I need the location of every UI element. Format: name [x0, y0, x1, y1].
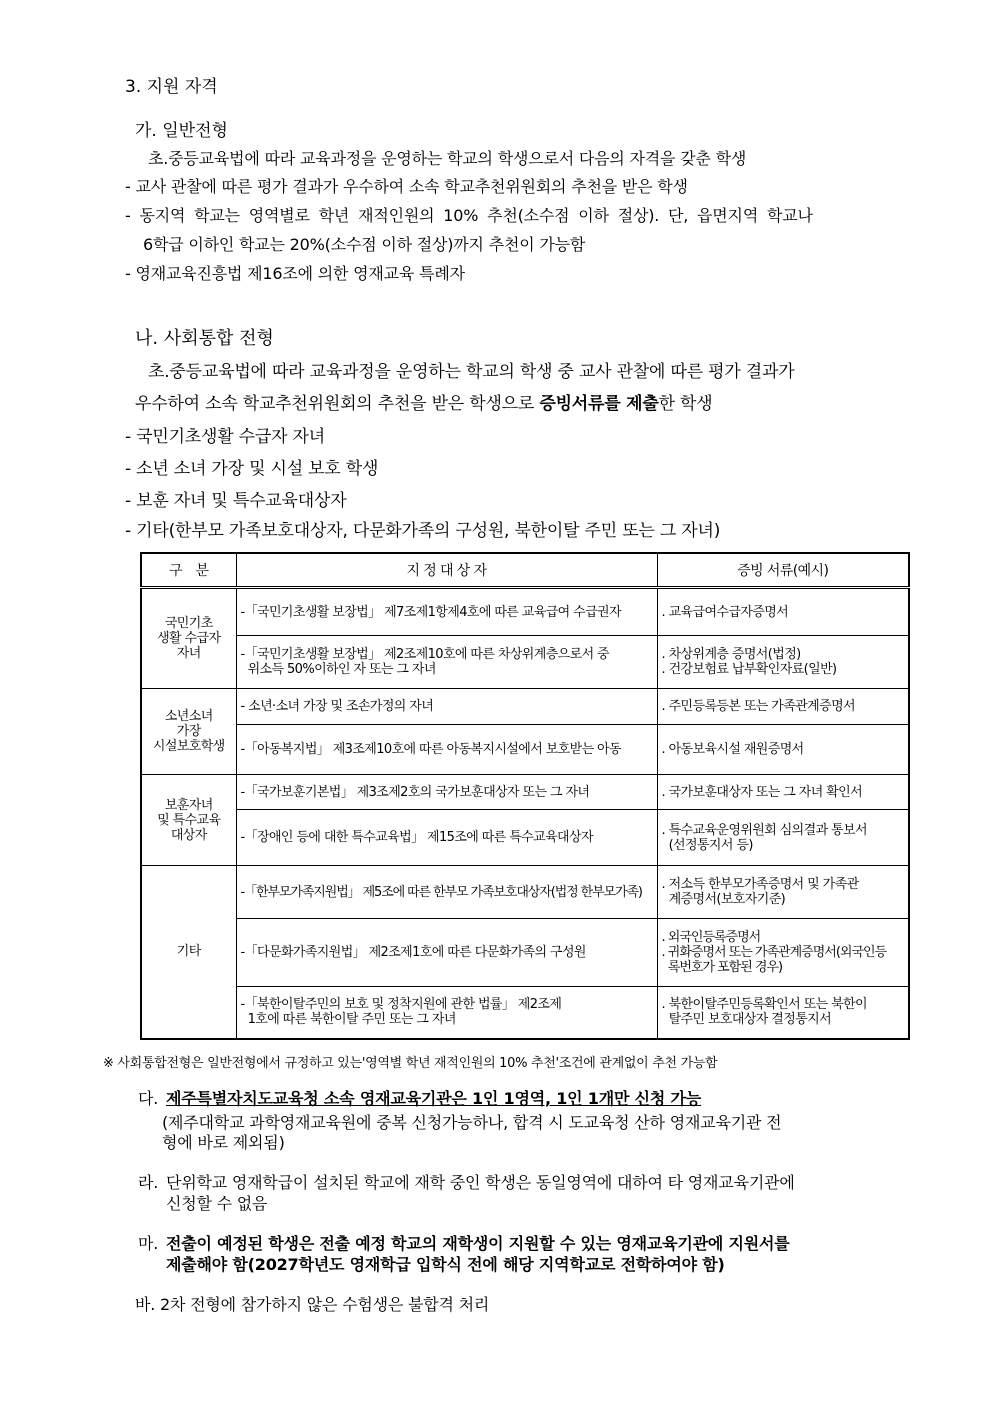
target-cell: -「아동복지법」 제3조제10호에 따른 아동복지시설에서 보호받는 아동 — [236, 725, 657, 775]
item-ra-label: 라. — [138, 1173, 159, 1192]
item-da-sub-1: (제주대학교 과학영재교육원에 중복 신청가능하나, 합격 시 도교육청 산하 영재교육기관 전 — [162, 1113, 782, 1132]
document-cell: . 국가보훈대상자 또는 그 자녀 확인서 — [657, 775, 909, 810]
social-intro-line-2 — [135, 389, 713, 414]
header-category: 구 분 — [141, 553, 236, 588]
document-cell: . 북한이탈주민등록확인서 또는 북한이 탈주민 보호대상자 결정통지서 — [657, 987, 909, 1039]
table-row — [141, 636, 909, 689]
social-intro-emphasis: 증빙서류를 제출 — [539, 394, 659, 414]
social-intro-end: 한 학생 — [658, 394, 713, 414]
social-item-1: - 국민기초생활 수급자 자녀 — [125, 427, 325, 447]
table-row — [141, 866, 909, 919]
category-cell: 기타 — [141, 866, 236, 1039]
item-ma-line-1: 전출이 예정된 학생은 전출 예정 학교의 재학생이 지원할 수 있는 영재교육기관에 지원서를 — [166, 1234, 790, 1253]
social-integration-heading: 나. 사회통합 전형 — [135, 328, 274, 349]
target-cell: -「북한이탈주민의 보호 및 정착지원에 관한 법률」 제2조제 1호에 따른 북한이탈 주민 또는 그 자녀 — [236, 987, 657, 1039]
target-cell: -「다문화가족지원법」 제2조제1호에 따른 다문화가족의 구성원 — [236, 919, 657, 987]
target-cell: -「장애인 등에 대한 특수교육법」 제15조에 따른 특수교육대상자 — [236, 810, 657, 866]
eligibility-table — [140, 552, 910, 1040]
document-cell: . 특수교육운영위원회 심의결과 통보서 (선정통지서 등) — [657, 810, 909, 866]
item-da-main: 제주특별자치도교육청 소속 영재교육기관은 1인 1영역, 1인 1개만 신청 가능 — [166, 1089, 701, 1108]
document-cell: . 저소득 한부모가족증명서 및 가족관 계증명서(보호자기준) — [657, 866, 909, 919]
table-row — [141, 810, 909, 866]
document-cell: . 아동보육시설 재원증명서 — [657, 725, 909, 775]
table-row — [141, 987, 909, 1039]
target-cell: -「국가보훈기본법」 제3조제2호의 국가보훈대상자 또는 그 자녀 — [236, 775, 657, 810]
general-item-2: - 동지역 학교는 영역별로 학년 재적인원의 10% 추천(소수점 이하 절상). 단, 읍면지역 학교나 — [125, 206, 813, 225]
table-header-row — [141, 553, 909, 588]
social-item-2: - 소년 소녀 가장 및 시설 보호 학생 — [125, 459, 379, 479]
target-cell: -「국민기초생활 보장법」 제2조제10호에 따른 차상위계층으로서 중 위소득 50%이하인 자 또는 그 자녀 — [236, 636, 657, 689]
general-admission-intro: 초.중등교육법에 따라 교육과정을 운영하는 학교의 학생으로서 다음의 자격을 갖춘 학생 — [148, 149, 747, 168]
item-ra-line-2: 신청할 수 없음 — [166, 1194, 268, 1213]
social-intro-line-1: 초.중등교육법에 따라 교육과정을 운영하는 학교의 학생 중 교사 관찰에 따른 평가 결과가 — [148, 362, 795, 382]
category-cell: 국민기초 생활 수급자 자녀 — [141, 588, 236, 689]
social-item-4: - 기타(한부모 가족보호대상자, 다문화가족의 구성원, 북한이탈 주민 또는 그 자녀) — [125, 521, 721, 541]
general-item-2-cont: 6학급 이하인 학교는 20%(소수점 이하 절상)까지 추천이 가능함 — [143, 235, 586, 254]
header-documents: 증빙 서류(예시) — [657, 553, 909, 588]
category-cell: 소년소녀 가장 시설보호학생 — [141, 689, 236, 775]
table-row — [141, 919, 909, 987]
document-cell: . 외국인등록증명서 . 귀화증명서 또는 가족관계증명서(외국인등 록번호가 포함된 경우) — [657, 919, 909, 987]
target-cell: -「국민기초생활 보장법」 제7조제1항제4호에 따른 교육급여 수급권자 — [236, 588, 657, 636]
item-ma-label: 마. — [138, 1234, 159, 1253]
social-intro-text: 우수하여 소속 학교추천위원회의 추천을 받은 학생으로 — [135, 394, 540, 414]
item-ma-line-2: 제출해야 함(2027학년도 영재학급 입학식 전에 해당 지역학교로 전학하여야 함) — [166, 1255, 725, 1274]
document-cell: . 주민등록등본 또는 가족관계증명서 — [657, 689, 909, 725]
table-row — [141, 775, 909, 810]
section-title: 3. 지원 자격 — [125, 77, 218, 97]
general-item-3: - 영재교육진흥법 제16조에 의한 영재교육 특례자 — [125, 264, 465, 283]
item-da-sub-2: 형에 바로 제외됨) — [162, 1133, 285, 1152]
item-da-label: 다. — [138, 1089, 159, 1108]
document-cell: . 교육급여수급자증명서 — [657, 588, 909, 636]
item-ba: 바. 2차 전형에 참가하지 않은 수험생은 불합격 처리 — [135, 1295, 490, 1314]
table-row — [141, 725, 909, 775]
table-footnote: ※ 사회통합전형은 일반전형에서 규정하고 있는'영역별 학년 재적인원의 10% 추천'조건에 관계없이 추천 가능함 — [103, 1056, 718, 1071]
item-ra-line-1: 단위학교 영재학급이 설치된 학교에 재학 중인 학생은 동일영역에 대하여 타 영재교육기관에 — [166, 1173, 795, 1192]
header-target: 지 정 대 상 자 — [236, 553, 657, 588]
table-row — [141, 689, 909, 725]
social-item-3: - 보훈 자녀 및 특수교육대상자 — [125, 491, 347, 511]
document-cell: . 차상위계층 증명서(법정) . 건강보험료 납부확인자료(일반) — [657, 636, 909, 689]
target-cell: - 소년·소녀 가장 및 조손가정의 자녀 — [236, 689, 657, 725]
general-item-1: - 교사 관찰에 따른 평가 결과가 우수하여 소속 학교추천위원회의 추천을 받은 학생 — [125, 177, 688, 196]
category-cell: 보훈자녀 및 특수교육 대상자 — [141, 775, 236, 866]
general-admission-heading: 가. 일반전형 — [135, 121, 228, 141]
table-row — [141, 588, 909, 636]
target-cell: -「한부모가족지원법」 제5조에 따른 한부모 가족보호대상자(법정 한부모가족) — [236, 866, 657, 919]
